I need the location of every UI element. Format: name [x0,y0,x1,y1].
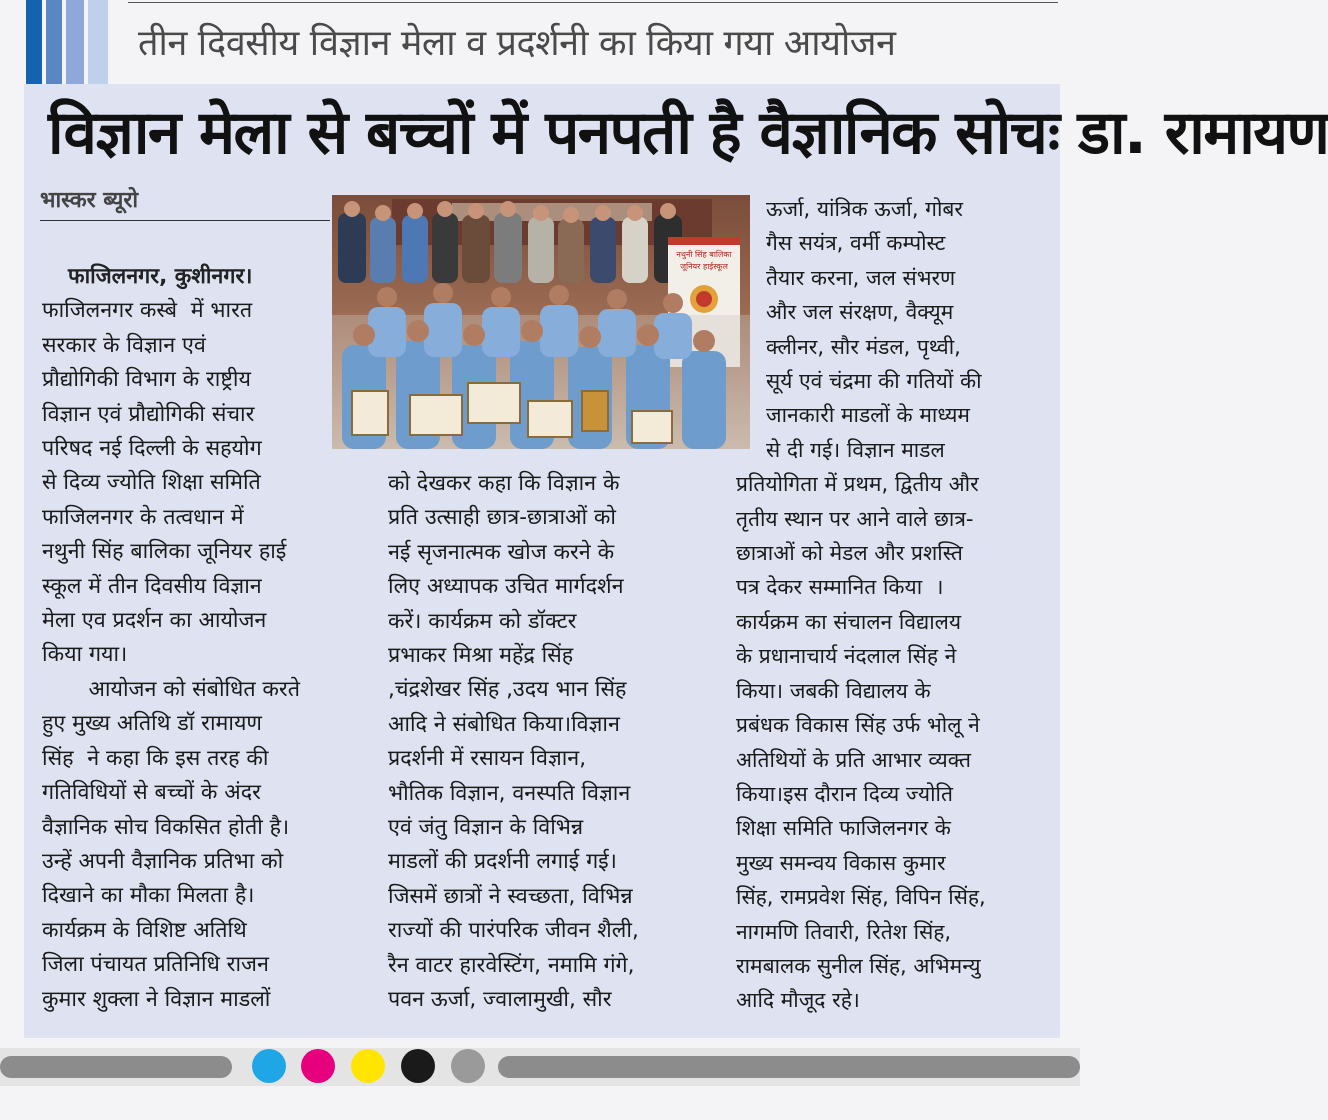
column-line: जिला पंचायत प्रतिनिधि राजन [42,952,269,978]
column-line: फाजिलनगर कस्बे में भारत [42,298,253,324]
column-line: फाजिलनगर के तत्वधान में [42,504,244,530]
column-line: प्रौद्योगिकी विभाग के राष्ट्रीय [42,367,251,393]
article-column-3 [736,192,986,1018]
article-column-2 [388,467,639,1018]
column-line: छात्राओं को मेडल और प्रशस्ति [736,541,963,566]
cyan-dot [252,1049,286,1083]
column-line: प्रदर्शनी में रसायन विज्ञान, [388,746,587,772]
column-line: शिक्षा समिति फाजिलनगर के [736,816,951,841]
column-line: नई सृजनात्मक खोज करने के [388,539,615,565]
byline: भास्कर ब्यूरो [40,182,330,221]
color-bar [26,0,42,86]
registration-band-right [498,1056,1080,1078]
column-line: भौतिक विज्ञान, वनस्पति विज्ञान [388,780,631,806]
column-line: आयोजन को संबोधित करते [68,676,300,702]
column-line: ,चंद्रशेखर सिंह ,उदय भान सिंह [388,677,627,703]
column-line: हुए मुख्य अतिथि डॉ रामायण [42,711,262,737]
column-line: प्रति उत्साही छात्र-छात्राओं को [388,505,616,531]
column-line: वैज्ञानिक सोच विकसित होती है। [42,814,290,840]
column-line: के प्रधानाचार्य नंदलाल सिंह ने [736,644,957,669]
column-line: करें। कार्यक्रम को डॉक्टर [388,608,577,634]
column-line: लिए अध्यापक उचित मार्गदर्शन [388,574,624,600]
column-line: दिखाने का मौका मिलता है। [42,883,255,909]
column-line: कुमार शुक्ला ने विज्ञान माडलों [42,986,271,1012]
column-line: तृतीय स्थान पर आने वाले छात्र- [736,506,974,531]
column-line: किया। जबकी विद्यालय के [736,678,931,703]
column-line: सरकार के विज्ञान एवं [42,332,206,358]
column-line: प्रतियोगिता में प्रथम, द्वितीय और [736,472,979,497]
header-color-bars [0,0,128,88]
column-line: एवं जंतु विज्ञान के विभिन्न [388,815,584,841]
column-line: स्कूल में तीन दिवसीय विज्ञान [42,573,262,599]
gray-dot [451,1049,485,1083]
column-line: उन्हें अपनी वैज्ञानिक प्रतिभा को [42,848,284,874]
column-line: रैन वाटर हारवेस्टिंग, नमामि गंगे, [388,952,635,978]
kicker-headline: तीन दिवसीय विज्ञान मेला व प्रदर्शनी का किया गया आयोजन [138,23,896,64]
column-line: परिषद नई दिल्ली के सहयोग [42,436,262,462]
top-rule [128,2,1058,3]
column-line: गतिविधियों से बच्चों के अंदर [42,780,261,806]
column-line: कार्यक्रम के विशिष्ट अतिथि [42,917,247,943]
column-line: विज्ञान एवं प्रौद्योगिकी संचार [42,401,255,427]
column-line: किया गया। [42,642,128,668]
column-line: से दिव्य ज्योति शिक्षा समिति [42,470,261,496]
main-headline: विज्ञान मेला से बच्चों में पनपती है वैज्ञानिक सोचः डा. रामायण [48,98,1328,168]
black-dot [401,1049,435,1083]
column-line: गैस सयंत्र, वर्मी कम्पोस्ट [766,231,946,256]
column-line: को देखकर कहा कि विज्ञान के [388,471,620,496]
column-line: पत्र देकर सम्मानित किया । [736,575,944,600]
event-photo [332,195,750,449]
column-line: से दी गई। विज्ञान माडल [766,437,945,462]
column-line: आदि ने संबोधित किया।विज्ञान [388,711,620,737]
column-line: माडलों की प्रदर्शनी लगाई गई। [388,849,617,875]
column-line: आदि मौजूद रहे। [736,988,860,1013]
column-line: मेला एव प्रदर्शन का आयोजन [42,608,267,634]
article-column-1 [42,260,300,1017]
column-line: पवन ऊर्जा, ज्वालामुखी, सौर [388,987,612,1013]
color-bar [66,0,84,86]
column-line: जानकारी माडलों के माध्यम [766,403,970,428]
column-line: क्लीनर, सौर मंडल, पृथ्वी, [766,334,961,359]
registration-band-left [0,1056,232,1078]
column-line: अतिथियों के प्रति आभार व्यक्त [736,747,971,772]
column-line: प्रभाकर मिश्रा महेंद्र सिंह [388,643,574,669]
column-line: ऊर्जा, यांत्रिक ऊर्जा, गोबर [766,197,964,221]
column-line: प्रबंधक विकास सिंह उर्फ भोलू ने [736,713,980,738]
banner-line-2: जूनियर हाईस्कूल [680,262,728,271]
column-line: रामबालक सुनील सिंह, अभिमन्यु [736,953,981,978]
dateline: फाजिलनगर, कुशीनगर। [68,264,253,289]
yellow-dot [351,1049,385,1083]
color-bar [46,0,62,86]
column-line: जिसमें छात्रों ने स्वच्छता, विभिन्न [388,883,633,909]
column-line: नथुनी सिंह बालिका जूनियर हाई [42,539,287,565]
magenta-dot [301,1049,335,1083]
column-line: सिंह ने कहा कि इस तरह की [42,745,269,771]
color-bar [88,0,108,86]
column-line: सूर्य एवं चंद्रमा की गतियों की [766,369,982,394]
column-line: किया।इस दौरान दिव्य ज्योति [736,781,953,806]
column-line: नागमणि तिवारी, रितेश सिंह, [736,919,952,944]
column-line: राज्यों की पारंपरिक जीवन शैली, [388,918,639,944]
column-line: और जल संरक्षण, वैक्यूम [766,300,954,325]
column-line: सिंह, रामप्रवेश सिंह, विपिन सिंह, [736,885,986,910]
column-line: कार्यक्रम का संचालन विद्यालय [736,609,962,634]
banner-line-1: नथुनी सिंह बालिका [676,250,732,259]
column-line: मुख्य समन्वय विकास कुमार [736,850,946,875]
column-line: तैयार करना, जल संभरण [766,265,956,290]
